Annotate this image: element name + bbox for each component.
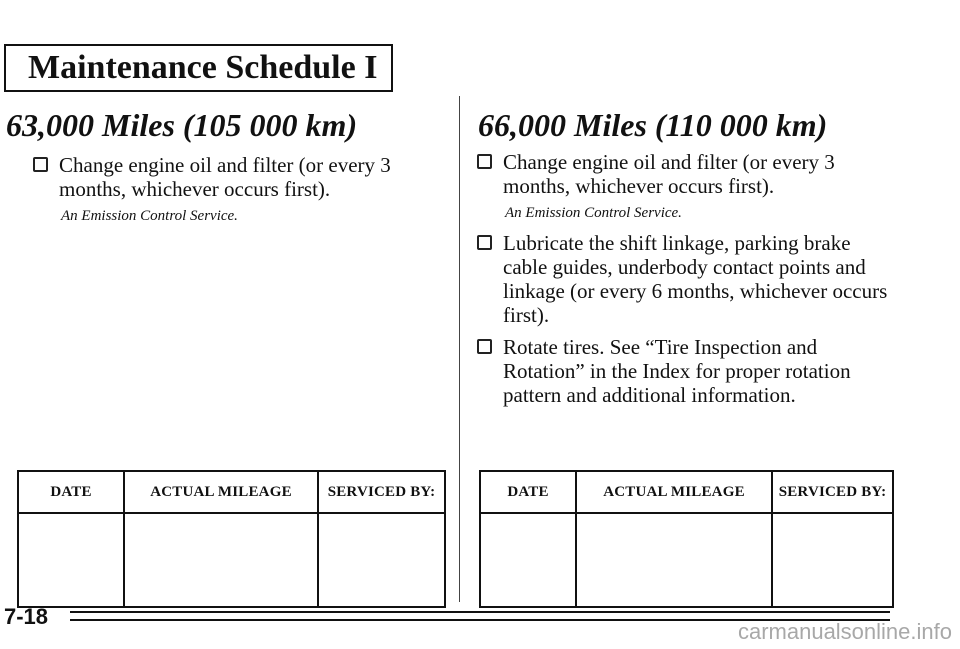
footer-rule-top [70,611,890,613]
task-text: Change engine oil and filter (or every 3 months, whichever occurs first). [59,153,391,201]
actual-mileage-header: ACTUAL MILEAGE [124,471,318,513]
actual-mileage-header: ACTUAL MILEAGE [576,471,772,513]
task-text: Change engine oil and filter (or every 3 months, whichever occurs first). [503,150,835,198]
section-heading-63000: 63,000 Miles (105 000 km) [6,107,358,143]
checkbox-icon[interactable] [477,339,492,354]
checkbox-icon[interactable] [477,154,492,169]
serviced-by-cell[interactable] [772,513,893,607]
task-note: An Emission Control Service. [505,205,682,221]
service-log-table-left [17,470,446,608]
checklist-66000 [474,150,894,407]
actual-mileage-cell[interactable] [576,513,772,607]
date-header: DATE [480,471,576,513]
task-note: An Emission Control Service. [61,208,238,224]
serviced-by-cell[interactable] [318,513,445,607]
actual-mileage-cell[interactable] [124,513,318,607]
date-header: DATE [18,471,124,513]
watermark-bottom: carmanualsonline.info [737,619,952,644]
task-item [474,150,894,223]
checkbox-icon[interactable] [33,157,48,172]
checkbox-icon[interactable] [477,235,492,250]
serviced-by-header: SERVICED BY: [772,471,893,513]
task-text: Rotate tires. See “Tire Inspection and Rotation” in the Index for proper rotation pattern and additional information. [503,335,851,407]
checklist-63000 [30,153,430,226]
serviced-by-header: SERVICED BY: [318,471,445,513]
date-cell[interactable] [18,513,124,607]
page-title: Maintenance Schedule I [4,44,393,92]
task-item [474,231,894,327]
column-divider [459,96,460,602]
task-item [30,153,430,226]
task-text: Lubricate the shift linkage, parking brake cable guides, underbody contact points and linkage (or every 6 months, whichever occurs first). [503,231,888,327]
page-number: 7-18 [4,604,49,629]
service-log-table-right [479,470,894,608]
date-cell[interactable] [480,513,576,607]
section-heading-66000: 66,000 Miles (110 000 km) [478,107,828,143]
task-item [474,335,894,407]
